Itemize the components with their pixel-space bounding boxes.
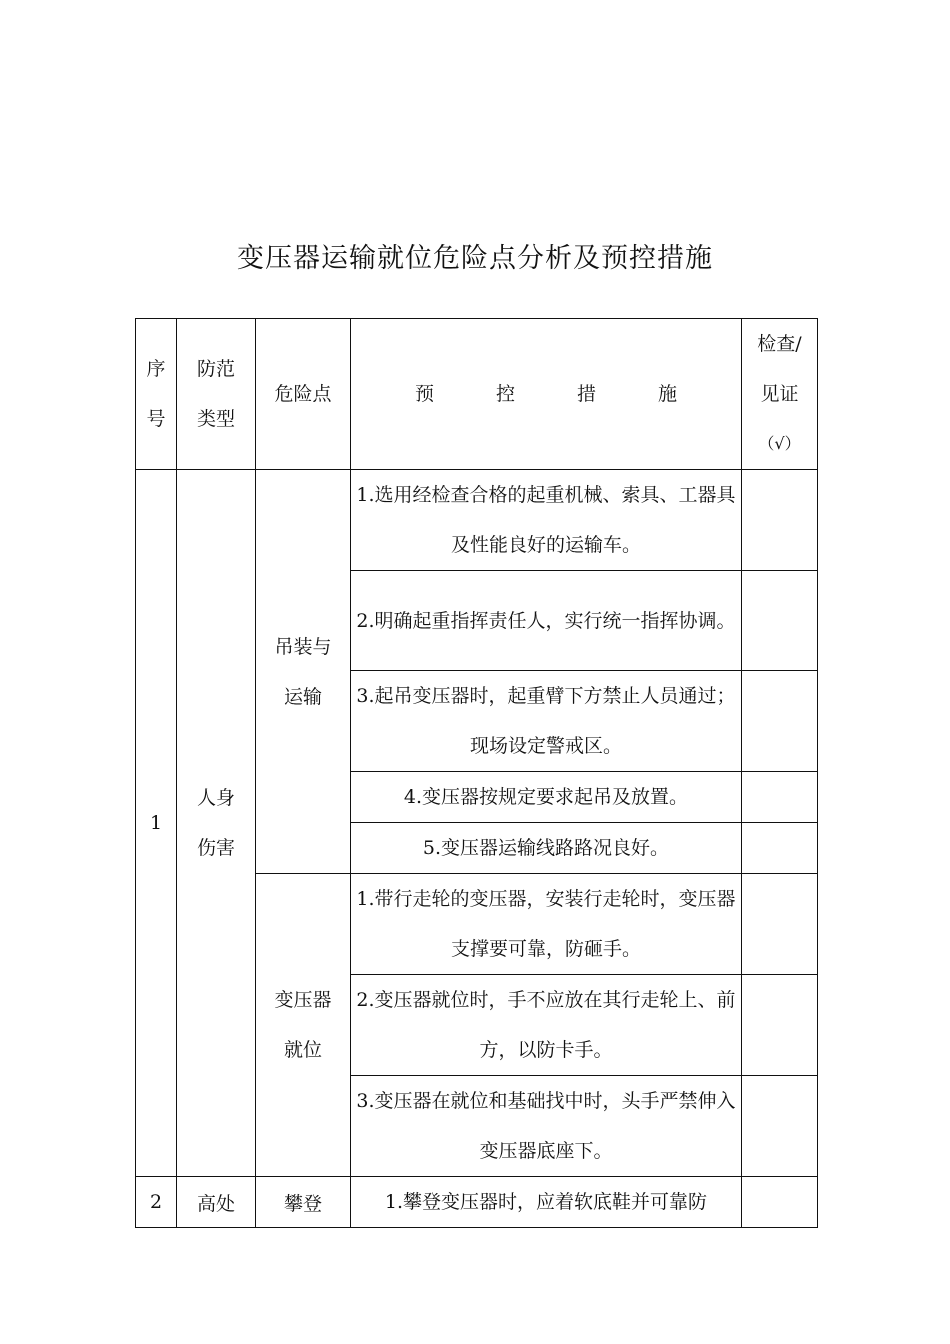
check-cell[interactable] (742, 975, 818, 1076)
check-cell[interactable] (742, 823, 818, 874)
check-cell[interactable] (742, 874, 818, 975)
header-hazard: 危险点 (256, 319, 351, 470)
table-header-row (136, 319, 818, 470)
check-cell[interactable] (742, 1177, 818, 1228)
table-row (136, 1177, 818, 1228)
header-type: 防范 类型 (177, 319, 256, 470)
header-seq: 序 号 (136, 319, 177, 470)
measure-cell: 2.明确起重指挥责任人，实行统一指挥协调。 (351, 571, 742, 671)
measure-cell: 2.变压器就位时，手不应放在其行走轮上、前方，以防卡手。 (351, 975, 742, 1076)
check-cell[interactable] (742, 470, 818, 571)
row-seq: 2 (136, 1177, 177, 1228)
document-title: 变压器运输就位危险点分析及预控措施 (237, 243, 713, 274)
measure-cell: 3.变压器在就位和基础找中时，头手严禁伸入变压器底座下。 (351, 1076, 742, 1177)
check-cell[interactable] (742, 1076, 818, 1177)
row-type: 人身 伤害 (177, 470, 256, 1177)
header-check: 检查/ 见证 （√） (742, 319, 818, 470)
table-row (136, 470, 818, 571)
hazard-control-table (135, 318, 818, 1228)
check-cell[interactable] (742, 671, 818, 772)
row-hazard: 攀登 (256, 1177, 351, 1228)
row-seq: 1 (136, 470, 177, 1177)
row-hazard: 变压器 就位 (256, 874, 351, 1177)
row-hazard: 吊装与 运输 (256, 470, 351, 874)
measure-cell: 3.起吊变压器时，起重臂下方禁止人员通过；现场设定警戒区。 (351, 671, 742, 772)
header-measure: 预 控 措 施 (351, 319, 742, 470)
measure-cell: 4.变压器按规定要求起吊及放置。 (351, 772, 742, 823)
measure-cell: 1.攀登变压器时，应着软底鞋并可靠防 (351, 1177, 742, 1228)
check-cell[interactable] (742, 772, 818, 823)
row-type: 高处 (177, 1177, 256, 1228)
measure-cell: 1.选用经检查合格的起重机械、索具、工器具及性能良好的运输车。 (351, 470, 742, 571)
check-cell[interactable] (742, 571, 818, 671)
measure-cell: 1.带行走轮的变压器，安装行走轮时，变压器支撑要可靠，防砸手。 (351, 874, 742, 975)
measure-cell: 5.变压器运输线路路况良好。 (351, 823, 742, 874)
